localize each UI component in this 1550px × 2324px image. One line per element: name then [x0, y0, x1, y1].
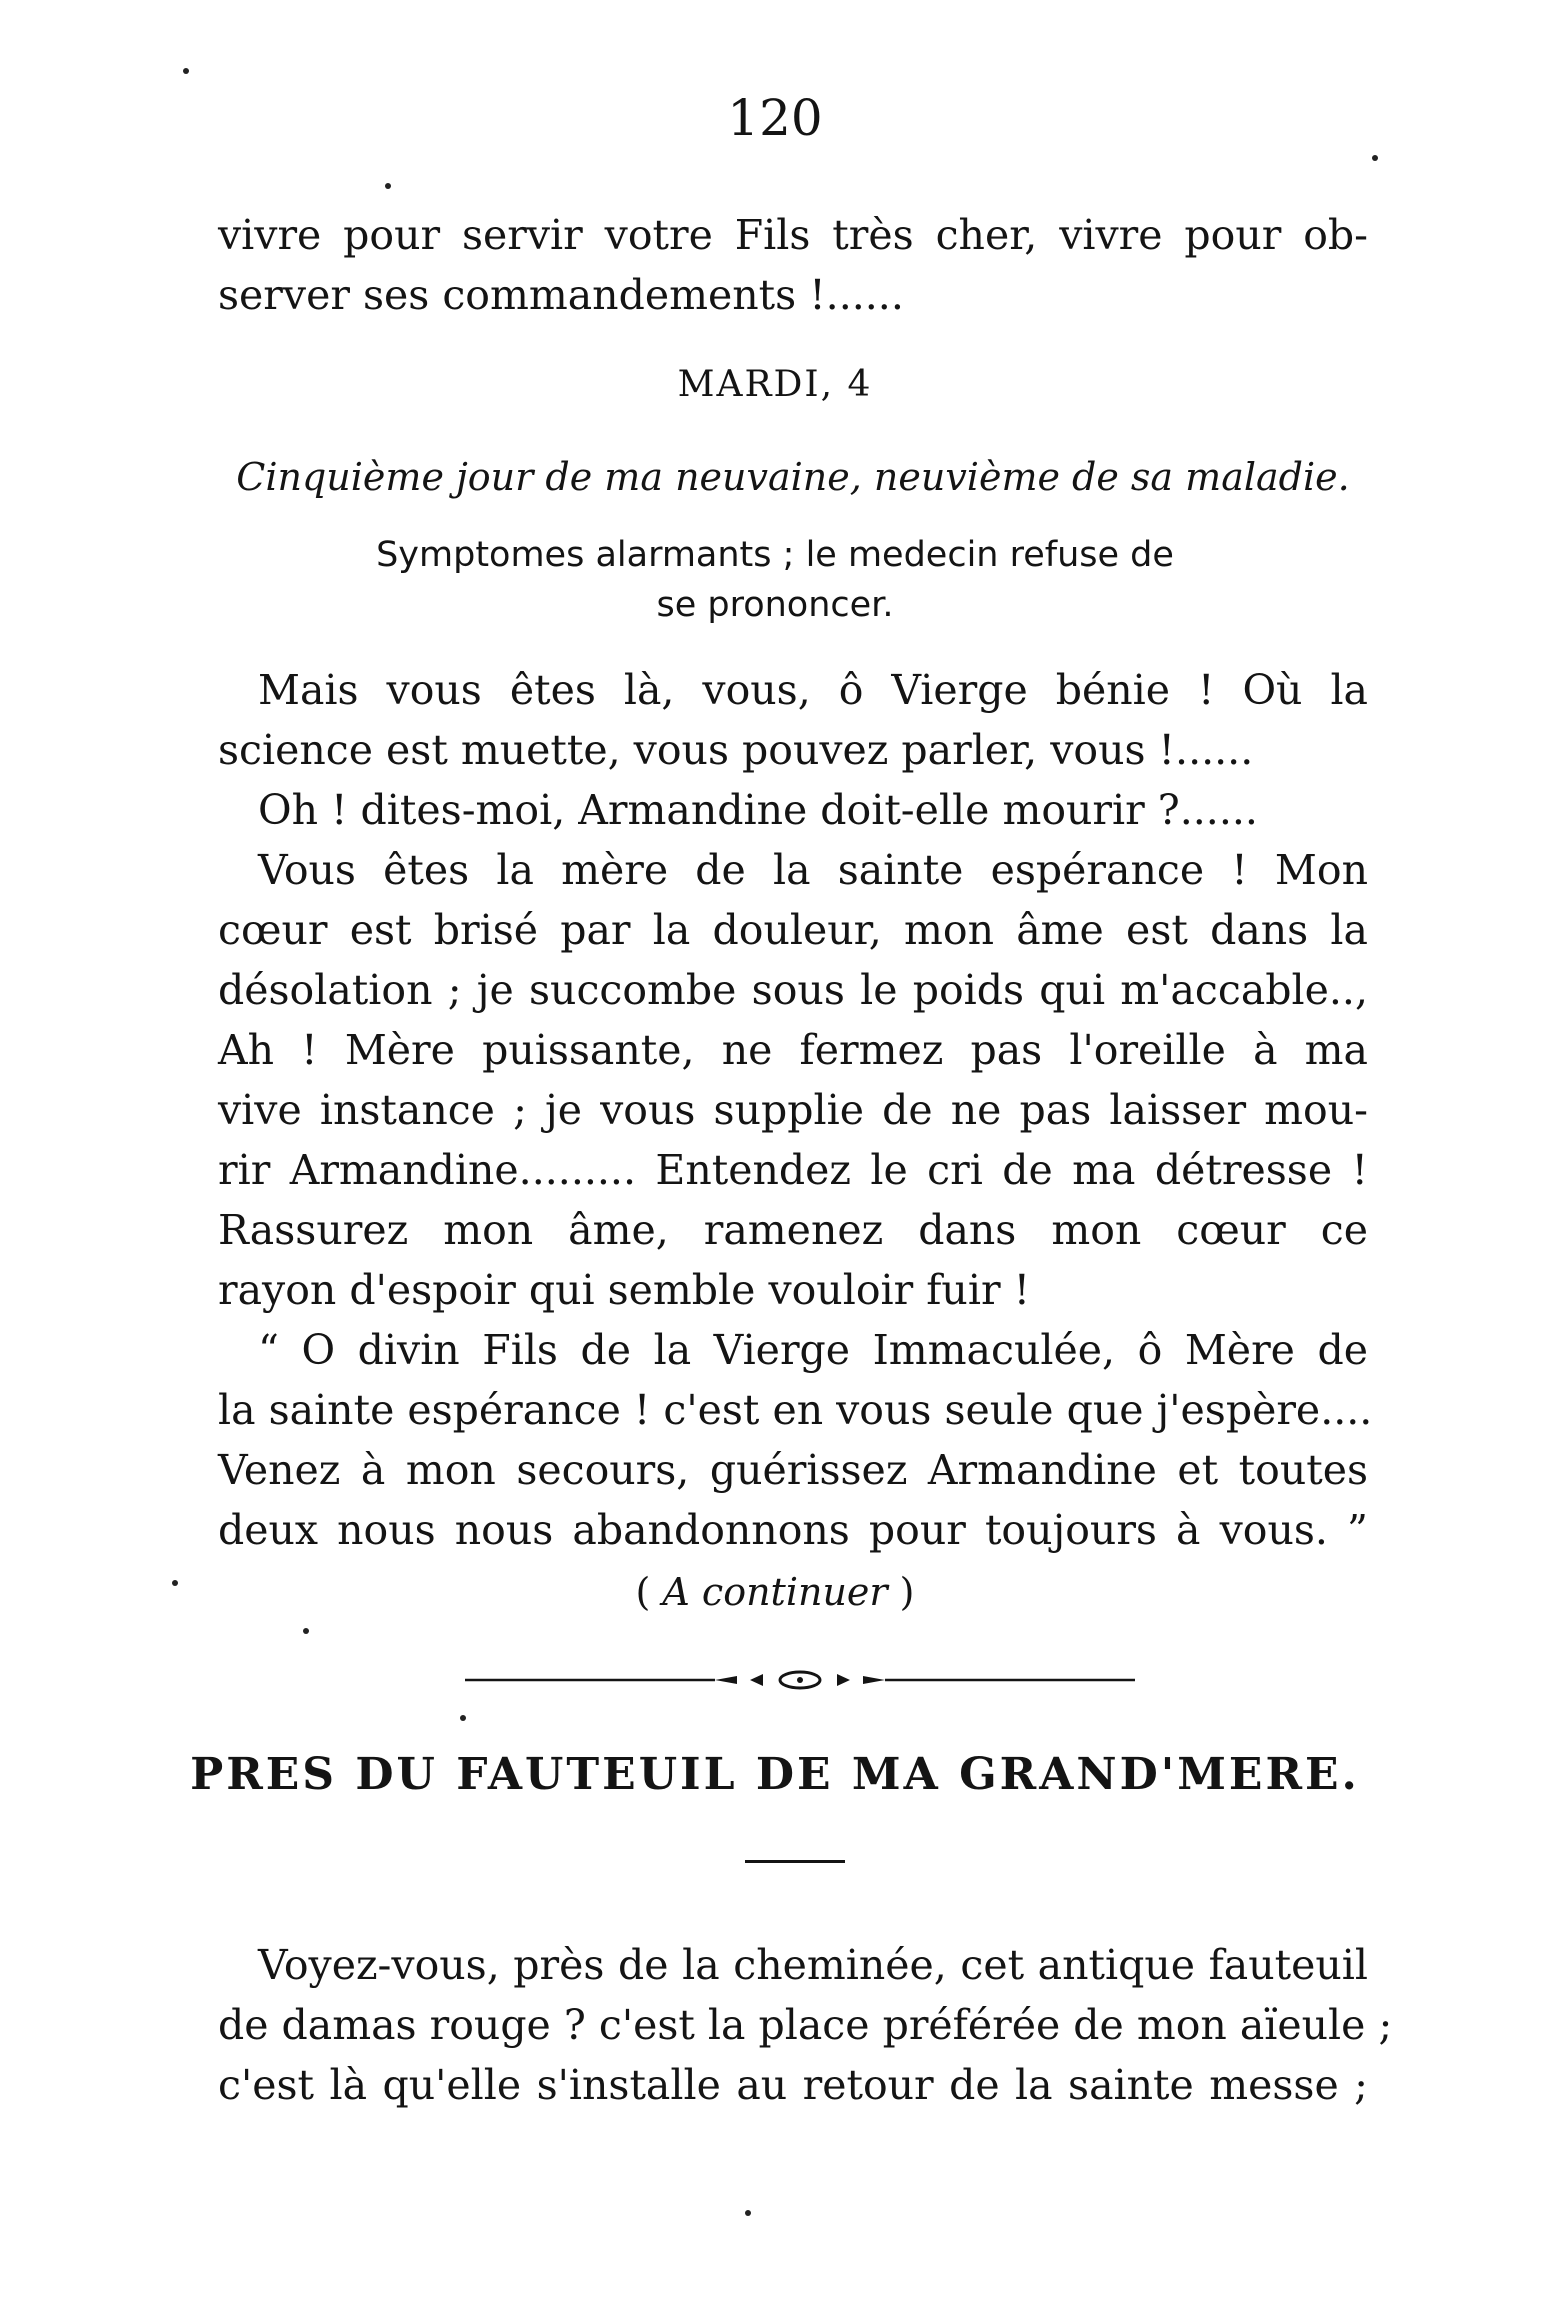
symptoms-line: Symptomes alarmants ; le medecin refuse de [376, 535, 1174, 575]
continuation-note [0, 1565, 1550, 1620]
text-line: c'est là qu'elle s'installe au retour de la sainte messe ; [218, 2061, 1368, 2109]
print-speck [303, 1628, 309, 1634]
text-line: rayon d'espoir qui semble vouloir fuir ! [218, 1266, 1031, 1314]
text-line: Voyez-vous, près de la cheminée, cet antique fauteuil [258, 1941, 1368, 1989]
symptoms-line: se prononcer. [656, 585, 894, 625]
text-line: de damas rouge ? c'est la place préférée de mon aïeule ; [218, 2001, 1393, 2049]
paren-close: ) [887, 1570, 915, 1614]
day-heading: MARDI, 4 [677, 364, 873, 405]
opening-paragraph [218, 205, 1368, 325]
text-line: vive instance ; je vous supplie de ne pas laisser mou- [218, 1086, 1368, 1134]
text-line: vivre pour servir votre Fils très cher, vivre pour ob- [218, 211, 1368, 259]
page-number: 120 [727, 89, 823, 147]
text-line: “ O divin Fils de la Vierge Immaculée, ô Mère de [258, 1326, 1368, 1374]
text-line: désolation ; je succombe sous le poids qui m'accable.., [218, 966, 1368, 1014]
section-title: PRES DU FAUTEUIL DE MA GRAND'MERE. [190, 1749, 1360, 1800]
text-line: Rassurez mon âme, ramenez dans mon cœur ce [218, 1206, 1368, 1254]
text-line: Mais vous êtes là, vous, ô Vierge bénie ! Où la [258, 666, 1368, 714]
text-line: server ses commandements !...... [218, 271, 904, 319]
print-speck [1372, 155, 1378, 161]
print-speck [745, 2210, 751, 2216]
prayer-text [218, 660, 1373, 1560]
text-line: science est muette, vous pouvez parler, vous !...... [218, 726, 1254, 774]
print-speck [172, 1580, 178, 1586]
text-line: Oh ! dites-moi, Armandine doit-elle mourir ?...... [258, 786, 1258, 834]
text-line: Ah ! Mère puissante, ne fermez pas l'oreille à ma [218, 1026, 1368, 1074]
text-line: la sainte espérance ! c'est en vous seule que j'espère.... [218, 1386, 1373, 1434]
print-speck [385, 183, 391, 189]
text-line: rir Armandine......... Entendez le cri de ma détresse ! [218, 1146, 1368, 1194]
day-subtitle: Cinquième jour de ma neuvaine, neuvième de sa maladie. [236, 455, 1350, 499]
print-speck [183, 68, 189, 74]
print-speck [460, 1715, 466, 1721]
continuation-text: A continuer [662, 1570, 888, 1614]
text-line: deux nous nous abandonnons pour toujours à vous. ” [218, 1506, 1368, 1554]
text-line: cœur est brisé par la douleur, mon âme est dans la [218, 906, 1368, 954]
paren-open: ( [635, 1570, 663, 1614]
title-rule [745, 1860, 845, 1863]
ornament-divider-icon [465, 1670, 1135, 1690]
story-paragraph [218, 1935, 1393, 2115]
symptoms-note [0, 530, 1550, 630]
text-line: Venez à mon secours, guérissez Armandine et toutes [218, 1446, 1368, 1494]
text-line: Vous êtes la mère de la sainte espérance ! Mon [258, 846, 1368, 894]
